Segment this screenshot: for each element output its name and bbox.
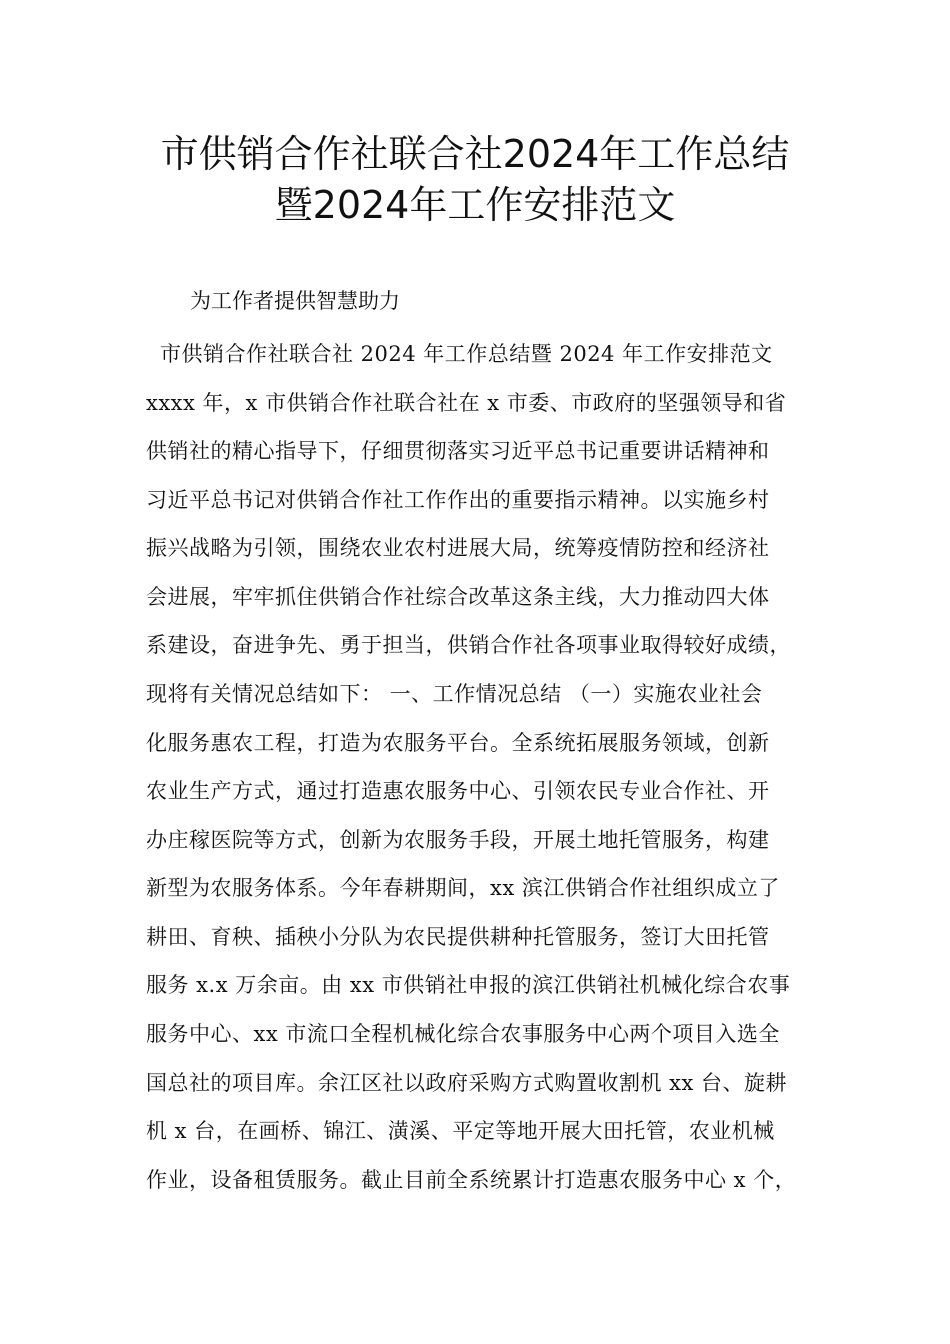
- body-line: 机 x 台，在画桥、锦江、潢溪、平定等地开展大田托管，农业机械: [146, 1119, 775, 1143]
- body-line: 国总社的项目库。余江区社以政府采购方式购置收割机 xx 台、旋耕: [146, 1071, 788, 1095]
- body-line: 习近平总书记对供销合作社工作作出的重要指示精神。以实施乡村: [146, 488, 770, 512]
- body-line: 市供销合作社联合社 2024 年工作总结暨 2024 年工作安排范文: [160, 342, 773, 366]
- body-line: 服务中心、xx 市流口全程机械化综合农事服务中心两个项目入选全: [146, 1022, 780, 1046]
- body-line: 系建设，奋进争先、勇于担当，供销合作社各项事业取得较好成绩，: [146, 633, 791, 657]
- body-line: 会进展，牢牢抓住供销合作社综合改革这条主线，大力推动四大体: [146, 585, 770, 609]
- body-line: 农业生产方式，通过打造惠农服务中心、引领农民专业合作社、开: [146, 779, 770, 803]
- body-line: 现将有关情况总结如下： 一、工作情况总结 （一）实施农业社会: [146, 682, 763, 706]
- body-line: xxxx 年，x 市供销合作社联合社在 x 市委、市政府的坚强领导和省: [146, 391, 787, 415]
- body-line: 耕田、育秧、插秧小分队为农民提供耕种托管服务，签订大田托管: [146, 925, 770, 949]
- body-line: 供销社的精心指导下，仔细贯彻落实习近平总书记重要讲话精神和: [146, 439, 770, 463]
- body-line: 办庄稼医院等方式，创新为农服务手段，开展土地托管服务，构建: [146, 828, 770, 852]
- body-line: 振兴战略为引领，围绕农业农村进展大局，统筹疫情防控和经济社: [146, 536, 770, 560]
- body-line: 作业，设备租赁服务。截止目前全系统累计打造惠农服务中心 x 个，: [146, 1168, 797, 1192]
- body-line: 化服务惠农工程，打造为农服务平台。全系统拓展服务领域，创新: [146, 731, 770, 755]
- body-line: 新型为农服务体系。今年春耕期间，xx 滨江供销合作社组织成立了: [146, 876, 780, 900]
- body-line: 服务 x.x 万余亩。由 xx 市供销社申报的滨江供销社机械化综合农事: [146, 973, 791, 997]
- document-title-line-1: 市供销合作社联合社2024年工作总结: [160, 132, 790, 176]
- document-subtitle: 为工作者提供智慧助力: [190, 289, 400, 313]
- document-title-line-2: 暨2024年工作安排范文: [274, 183, 676, 227]
